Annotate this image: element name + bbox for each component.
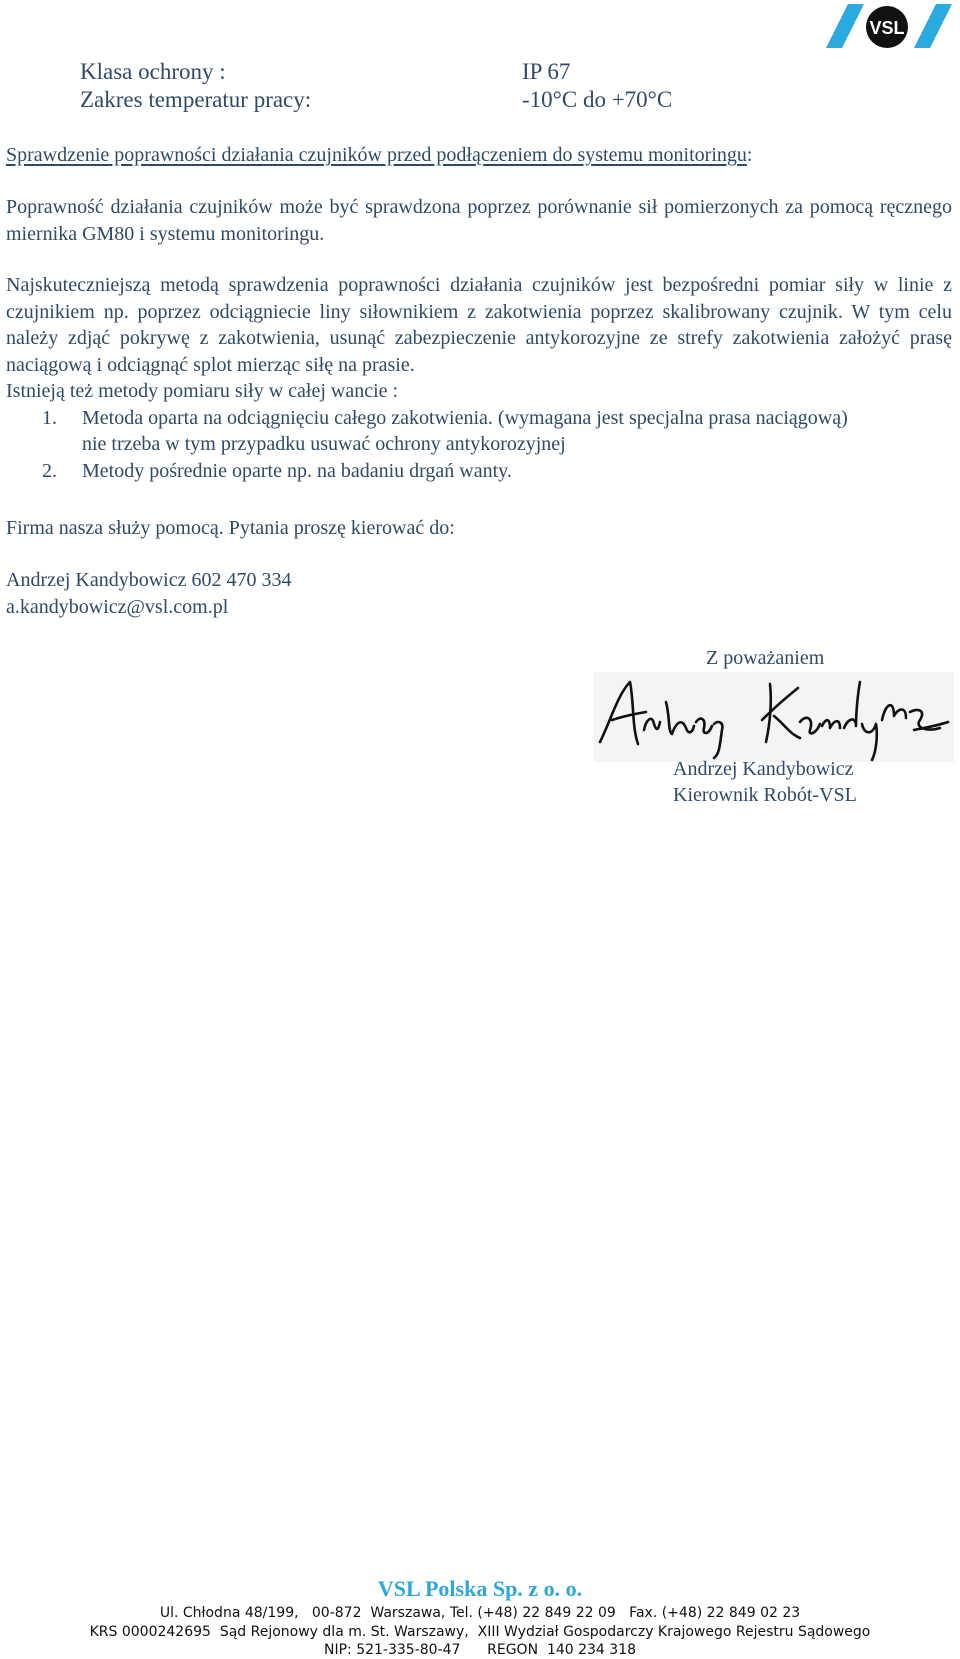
vsl-logo-graphic <box>826 4 952 50</box>
spec-label: Klasa ochrony : <box>80 59 226 84</box>
footer-registry: KRS 0000242695 Sąd Rejonowy dla m. St. Warszawy, XIII Wydział Gospodarczy Krajowego Rejestru Sądowego <box>89 1624 871 1640</box>
spec-row-temperature-range <box>80 86 673 114</box>
contact-name-phone: Andrzej Kandybowicz 602 470 334 <box>6 569 292 591</box>
list-item <box>6 405 862 458</box>
spec-label: Zakres temperatur pracy: <box>80 87 312 112</box>
section-heading-colon: : <box>746 144 753 166</box>
list-item-number: 2. <box>42 459 57 482</box>
vsl-logo <box>826 4 952 50</box>
spec-value: -10°C do +70°C <box>522 87 673 112</box>
contact-email: a.kandybowicz@vsl.com.pl <box>6 595 229 618</box>
paragraph-direct-measurement: Najskuteczniejszą metodą sprawdzenia poprawności działania czujników jest bezpośredni pomiar siły w linie z czujnikiem np. poprzez odciągniecie liny siłownikiem z zakotwienia poprzez skalibrowany czujnik. W tym celu należy zdjąć pokrywę z zakotwienia, usunąć zabezpieczenie antykorozyjne ze strefy zakotwienia założyć prasę naciągową i odciągnąć splot mierząc siłę na prasie. <box>6 274 952 376</box>
section-heading <box>6 142 956 169</box>
section-heading-text: Sprawdzenie poprawności działania czujników przed podłączeniem do systemu monitoringu <box>6 144 747 166</box>
list-item-number: 1. <box>42 406 57 429</box>
closing-greeting: Z poważaniem <box>706 647 825 669</box>
footer-tax-ids: NIP: 521-335-80-47 REGON 140 234 318 <box>323 1642 637 1658</box>
help-line: Firma nasza służy pomocą. Pytania proszę kierować do: <box>6 517 455 539</box>
contact-block <box>6 567 292 620</box>
spec-value: IP 67 <box>522 59 571 84</box>
handwritten-signature <box>594 672 954 762</box>
spec-row-protection-class <box>80 58 571 86</box>
signatory <box>673 756 857 808</box>
svg-text:VSL: VSL <box>869 18 905 38</box>
footer-address: Ul. Chłodna 48/199, 00-872 Warszawa, Tel. (+48) 22 849 22 09 Fax. (+48) 22 849 02 23 <box>159 1605 801 1621</box>
paragraph-comparison: Poprawność działania czujników może być sprawdzona poprzez porównanie sił pomierzonych za pomocą ręcznego miernika GM80 i systemu monitoringu. <box>6 196 952 245</box>
methods-list <box>6 405 952 485</box>
signatory-name: Andrzej Kandybowicz <box>673 758 854 780</box>
signature-scribble <box>594 672 954 762</box>
list-item <box>6 458 952 485</box>
list-item-text: Metody pośrednie oparte np. na badaniu drgań wanty. <box>82 459 512 482</box>
signatory-role: Kierownik Robót-VSL <box>673 784 857 806</box>
methods-section <box>6 378 952 484</box>
methods-intro: Istnieją też metody pomiaru siły w całej wancie : <box>6 380 399 402</box>
footer-company-name: VSL Polska Sp. z o. o. <box>377 1576 583 1601</box>
list-item-text: Metoda oparta na odciągnięciu całego zakotwienia. (wymagana jest specjalna prasa naciągową) nie trzeba w tym przypadku usuwać ochrony antykorozyjnej <box>82 406 848 455</box>
